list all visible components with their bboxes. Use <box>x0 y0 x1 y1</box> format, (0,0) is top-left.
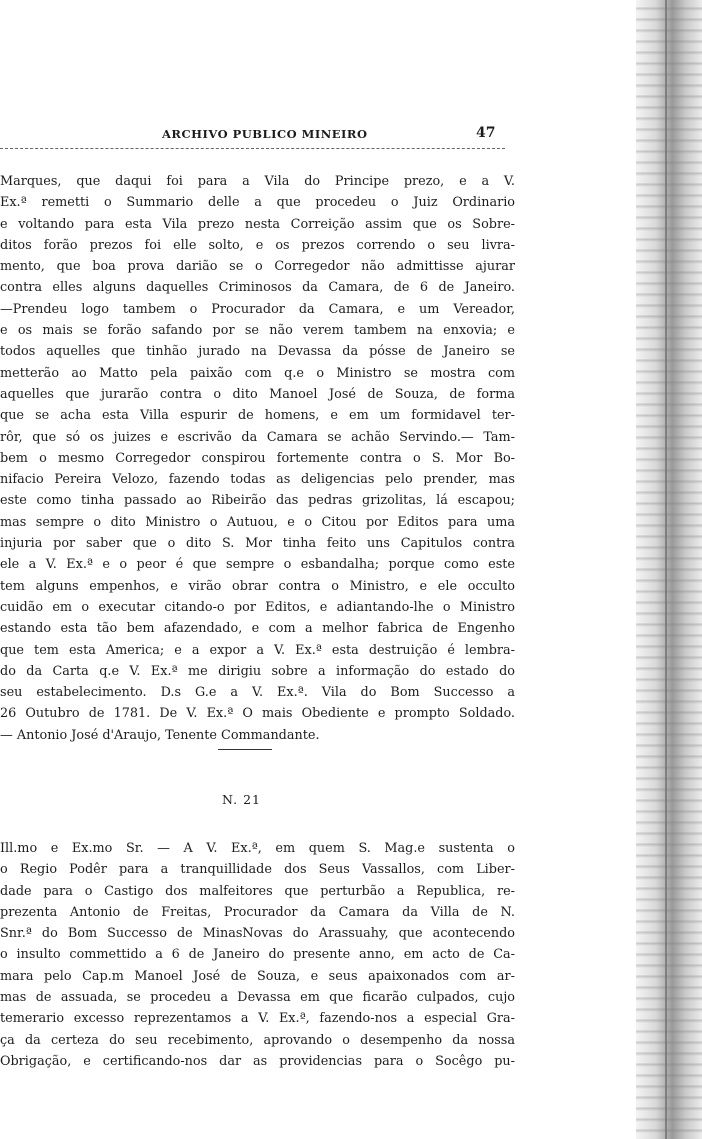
text-line: cuidão em o executar citando-o por Editos, e adiantando-lhe o Ministro <box>0 599 515 615</box>
signature-line: — Antonio José d'Araujo, Tenente Commandante. <box>0 727 320 743</box>
text-line: que tem esta America; e a expor a V. Ex.ª esta destruição é lembra- <box>0 642 515 658</box>
text-line: ditos forão prezos foi elle solto, e os prezos correndo o seu livra- <box>0 237 515 253</box>
text-line: e voltando para esta Vila prezo nesta Correição assim que os Sobre- <box>0 216 515 232</box>
text-line: nifacio Pereira Velozo, fazendo todas as deligencias pelo prender, mas <box>0 472 515 488</box>
text-line: e os mais se forão safando por se não verem tambem na enxovia; e <box>0 323 515 339</box>
text-line: mas de assuada, se procedeu a Devassa em que ficarão culpados, cujo <box>0 990 515 1006</box>
text-line: dade para o Castigo dos malfeitores que perturbão a Republica, re- <box>0 883 515 899</box>
text-line: tem alguns empenhos, e virão obrar contra o Ministro, e ele occulto <box>0 578 515 594</box>
letter-2-body <box>0 838 515 1072</box>
text-line: prezenta Antonio de Freitas, Procurador da Camara da Villa de N. <box>0 904 515 920</box>
text-line: ça da certeza do seu recebimento, aprovando o desempenho da nossa <box>0 1032 515 1048</box>
text-line: temerario excesso reprezentamos a V. Ex.ª, fazendo-nos a especial Gra- <box>0 1011 515 1027</box>
text-line: mas sempre o dito Ministro o Autuou, e o Citou por Editos para uma <box>0 514 515 530</box>
text-line: Snr.ª do Bom Successo de MinasNovas do Arassuahy, que acontecendo <box>0 926 515 942</box>
text-line: injuria por saber que o dito S. Mor tinha feito uns Capitulos contra <box>0 536 515 552</box>
text-line: o insulto commettido a 6 de Janeiro do presente anno, em acto de Ca- <box>0 947 515 963</box>
text-line: Ex.ª remetti o Summario delle a que procedeu o Juiz Ordinario <box>0 195 515 211</box>
text-line: 26 Outubro de 1781. De V. Ex.ª O mais Obediente e prompto Soldado. <box>0 706 515 722</box>
text-line: mento, que boa prova darião se o Corregedor não admittisse ajurar <box>0 259 515 275</box>
text-line: rôr, que só os juizes e escrivão da Camara se achão Servindo.— Tam- <box>0 429 515 445</box>
text-line: Marques, que daqui foi para a Vila do Principe prezo, e a V. <box>0 174 515 189</box>
text-line: metterão ao Matto pela paixão com q.e o Ministro se mostra com <box>0 365 515 381</box>
section-divider <box>218 749 272 750</box>
text-line: estando esta tão bem afazendado, e com a melhor fabrica de Engenho <box>0 621 515 637</box>
text-line: aquelles que jurarão contra o dito Manoel José de Souza, de forma <box>0 386 515 402</box>
text-line: seu estabelecimento. D.s G.e a V. Ex.ª. Vila do Bom Successo a <box>0 685 515 701</box>
text-line: contra elles alguns daquelles Criminosos da Camara, de 6 de Janeiro. <box>0 280 515 296</box>
letter-1-body <box>0 171 515 746</box>
text-line: este como tinha passado ao Ribeirão das pedras grizolitas, lá escapou; <box>0 493 515 509</box>
book-binding-edge <box>636 0 702 1139</box>
text-line: mara pelo Cap.m Manoel José de Souza, e seus apaixonados com ar- <box>0 968 515 984</box>
text-line: Ill.mo e Ex.mo Sr. — A V. Ex.ª, em quem S. Mag.e sustenta o <box>0 841 515 856</box>
text-line: que se acha esta Villa espurir de homens, e em um formidavel ter- <box>0 408 515 424</box>
running-title: ARCHIVO PUBLICO MINEIRO <box>162 127 368 141</box>
page-number: 47 <box>476 125 496 141</box>
document-number: N. 21 <box>222 792 261 807</box>
text-line: todos aquelles que tinhão jurado na Devassa da pósse de Janeiro se <box>0 344 515 360</box>
text-line: ele a V. Ex.ª e o peor é que sempre o esbandalha; porque como este <box>0 557 515 573</box>
running-header <box>0 127 505 149</box>
text-line: bem o mesmo Corregedor conspirou fortemente contra o S. Mor Bo- <box>0 450 515 466</box>
book-gutter-line <box>665 0 667 1139</box>
text-line: o Regio Podêr para a tranquillidade dos Seus Vassallos, com Liber- <box>0 862 515 878</box>
text-line: do da Carta q.e V. Ex.ª me dirigiu sobre a informação do estado do <box>0 663 515 679</box>
text-line: Obrigação, e certificando-nos dar as providencias para o Socêgo pu- <box>0 1053 515 1069</box>
text-line: —Prendeu logo tambem o Procurador da Camara, e um Vereador, <box>0 301 515 317</box>
header-rule <box>0 148 505 149</box>
